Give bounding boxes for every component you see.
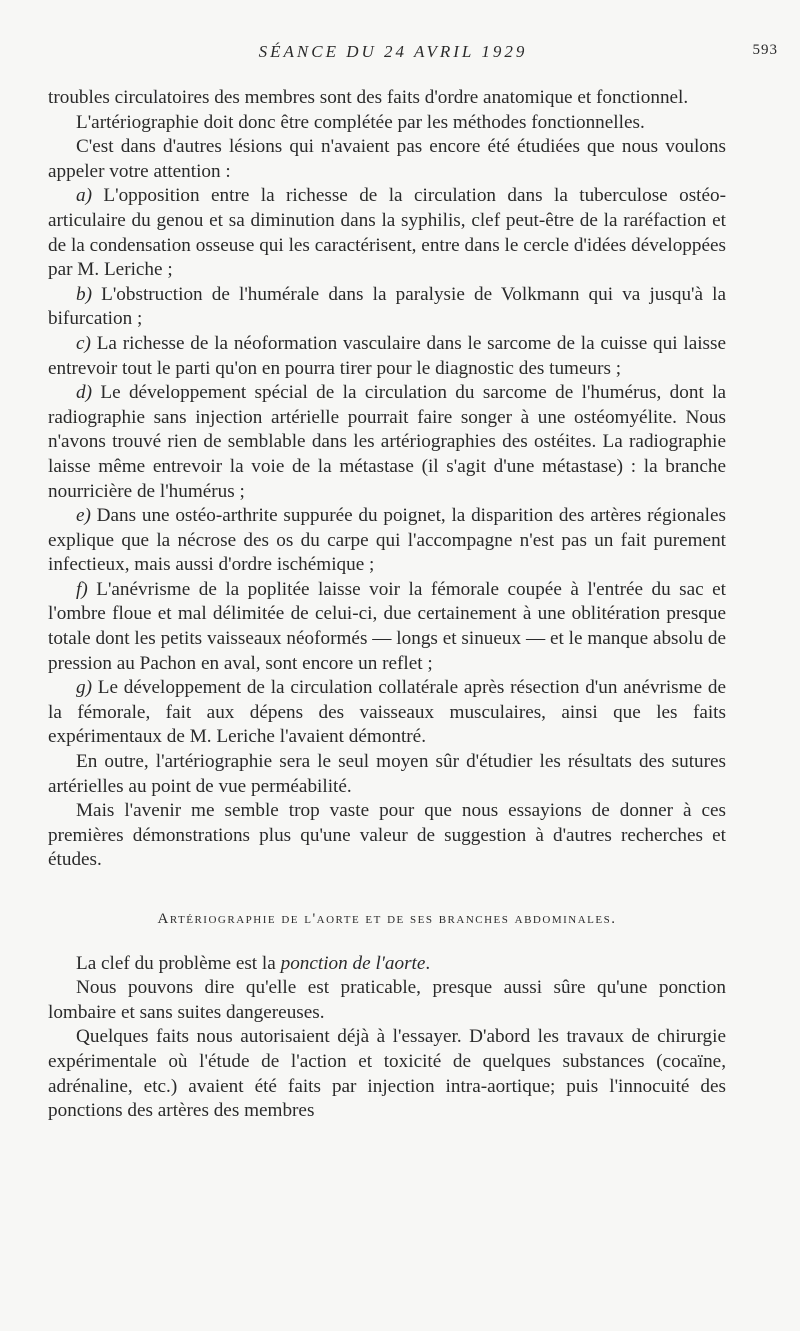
paragraph: L'artériographie doit donc être complétée par les méthodes fonctionnelles. (76, 111, 645, 133)
list-item: e) Dans une ostéo-arthrite suppurée du poignet, la disparition des artères régionales explique que la nécrose des os du carpe qui l'accompagne n'est pas un fait purement infectieux, mais aussi d'ordre ischémique ; (48, 505, 726, 576)
paragraph: Mais l'avenir me semble trop vaste pour que nous essayions de donner à ces premières démonstrations plus qu'une valeur de suggestion à d'autres recherches et études. (48, 800, 726, 871)
emphasis: ponction de l'aorte (280, 952, 426, 974)
page-header (48, 42, 778, 66)
list-item: d) Le développement spécial de la circulation du sarcome de l'humérus, dont la radiographie sans injection artérielle pourrait faire songer à une ostéomyélite. Nous n'avons trouvé rien de semblable dans les artériographies des ostéites. La radiographie laisse même entrevoir la voie de la métastase (il s'agit d'une métastase) : la branche nourricière de l'humérus ; (48, 382, 726, 502)
paragraph: Quelques faits nous autorisaient déjà à l'essayer. D'abord les travaux de chirurgie expérimentale où l'étude de l'action et toxicité de quelques substances (cocaïne, adrénaline, etc.) avaient été faits par injection intra-aortique; puis l'innocuité des ponctions des artères des membres (48, 1026, 726, 1122)
list-item: a) L'opposition entre la richesse de la circulation dans la tuberculose ostéo-articulaire du genou et sa diminution dans la syphilis, clef peut-être de la raréfaction et de la condensation osseuse qui les caractérisent, entre dans le cercle d'idées développées par M. Leriche ; (48, 185, 726, 281)
paragraph: troubles circulatoires des membres sont des faits d'ordre anatomique et fonctionnel. (48, 87, 689, 108)
item-marker: a) (76, 185, 92, 207)
paragraph: Nous pouvons dire qu'elle est praticable, presque aussi sûre qu'une ponction lombaire et sans suites dangereuses. (48, 977, 726, 1023)
list-item: g) Le développement de la circulation collatérale après résection d'un anévrisme de la fémorale, fait aux dépens des vaisseaux musculaires, ainsi que les faits expérimentaux de M. Leriche l'avaient démontré. (48, 677, 726, 748)
section-heading: Artériographie de l'aorte et de ses branches abdominales. (157, 911, 617, 927)
list-item: b) L'obstruction de l'humérale dans la paralysie de Volkmann qui va jusqu'à la bifurcation ; (48, 283, 726, 330)
list-item: c) La richesse de la néoformation vasculaire dans le sarcome de la cuisse qui laisse entrevoir tout le parti qu'on en pourra tirer pour le diagnostic des tumeurs ; (48, 332, 726, 379)
item-marker: b) (76, 283, 92, 305)
paragraph: En outre, l'artériographie sera le seul moyen sûr d'étudier les résultats des sutures artérielles au point de vue perméabilité. (48, 751, 726, 797)
running-head: SÉANCE DU 24 AVRIL 1929 (258, 42, 528, 61)
item-marker: c) (76, 332, 91, 354)
item-marker: d) (76, 382, 92, 404)
paragraph: C'est dans d'autres lésions qui n'avaient pas encore été étudiées que nous voulons appeler votre attention : (48, 136, 726, 182)
body-text (48, 86, 726, 1124)
item-marker: f) (76, 578, 88, 600)
page-number: 593 (752, 42, 778, 58)
item-marker: g) (76, 677, 92, 699)
list-item: f) L'anévrisme de la poplitée laisse voir la fémorale coupée à l'entrée du sac et l'ombre floue et mal délimitée de celui-ci, due certainement à une oblitération presque totale dont les petits vaisseaux néoformés — longs et sinueux — et le manque absolu de pression au Pachon en aval, sont encore un reflet ; (48, 578, 726, 674)
paragraph: La clef du problème est la ponction de l'aorte. (76, 952, 431, 974)
item-marker: e) (76, 505, 91, 527)
